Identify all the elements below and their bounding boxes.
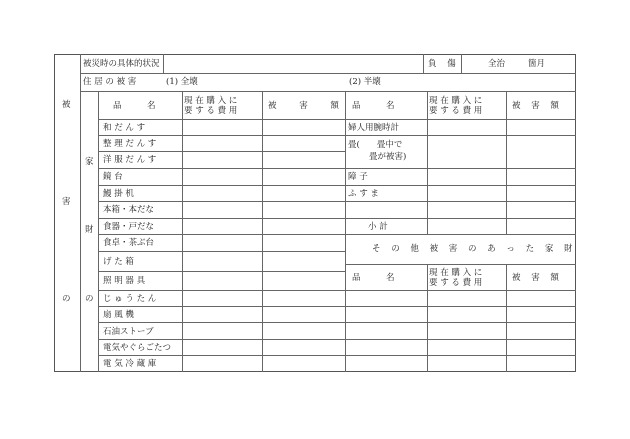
col-header-cost-2: 要 す る 費 用 xyxy=(429,278,483,288)
item-label: 扇 風 機 xyxy=(103,310,134,320)
row-divider xyxy=(98,168,345,169)
row-divider xyxy=(98,234,345,235)
item-label: ふ す ま xyxy=(348,189,379,199)
row-divider xyxy=(345,119,576,120)
item-label: 和 だ ん す xyxy=(103,123,146,133)
column-divider xyxy=(506,264,507,372)
row-divider xyxy=(345,322,576,323)
situation-field[interactable] xyxy=(164,55,422,72)
item-label: げ た 箱 xyxy=(103,257,134,267)
row-divider xyxy=(345,135,576,136)
injury-label: 負 傷 xyxy=(428,59,460,69)
item-label: 畳が被害) xyxy=(369,152,407,162)
item-label: 小 計 xyxy=(368,222,388,232)
row-divider xyxy=(98,322,345,323)
side-label-inner-1: 家 xyxy=(85,157,94,167)
item-label: 電 気 冷 蔵 庫 xyxy=(103,359,157,369)
other-damage-title: そ の 他 被 害 の あ っ た 家 財 xyxy=(372,244,577,254)
item-label: 電気やぐらごたつ xyxy=(103,343,172,353)
item-label: 障 子 xyxy=(348,172,368,182)
option-half-destruction[interactable]: (2) 半壊 xyxy=(349,77,381,87)
item-label: 鏡 台 xyxy=(103,172,123,182)
item-label: 整 理 だ ん す xyxy=(103,139,157,149)
row-divider xyxy=(98,355,345,356)
row-divider xyxy=(98,290,345,291)
column-divider xyxy=(506,91,507,234)
row-divider xyxy=(98,306,345,307)
col-header-cost-1: 現 在 購 入 に xyxy=(429,96,483,106)
item-label: じ ゅ う た ん xyxy=(103,294,157,304)
col-header-item: 品 名 xyxy=(352,273,395,283)
row-divider xyxy=(98,185,345,186)
column-divider xyxy=(98,91,99,372)
row-divider xyxy=(345,290,576,291)
item-label: 鰻 掛 机 xyxy=(103,189,134,199)
row-divider xyxy=(98,271,345,272)
row-divider xyxy=(98,251,345,252)
row-divider xyxy=(345,185,576,186)
row-divider xyxy=(345,201,576,202)
col-header-cost-2: 要 す る 費 用 xyxy=(429,106,483,116)
row-divider xyxy=(345,264,576,265)
item-label: 畳( 畳中で xyxy=(348,140,403,150)
col-header-item: 品 名 xyxy=(352,101,395,111)
item-label: 洋 服 だ ん す xyxy=(103,155,157,165)
row-divider xyxy=(98,151,345,152)
col-header-damage: 被 害 額 xyxy=(268,101,349,111)
row-divider xyxy=(345,218,576,219)
row-divider xyxy=(345,339,576,340)
col-header-cost-1: 現 在 購 入 に xyxy=(184,96,238,106)
side-label-inner-3: の xyxy=(85,294,94,304)
situation-label: 被災時の具体的状況 xyxy=(83,59,160,69)
option-full-destruction[interactable]: (1) 全壊 xyxy=(166,77,198,87)
col-header-damage: 被 害 額 xyxy=(512,273,563,283)
row-divider xyxy=(345,355,576,356)
col-header-damage: 被 害 額 xyxy=(512,101,563,111)
column-divider xyxy=(461,54,462,73)
item-label: 婦人用腕時計 xyxy=(348,123,400,133)
column-divider xyxy=(427,91,428,234)
row-divider xyxy=(98,201,345,202)
side-label-outer-2: 害 xyxy=(62,197,71,207)
column-divider xyxy=(80,54,81,372)
row-divider xyxy=(345,234,576,235)
row-divider xyxy=(98,218,345,219)
column-divider xyxy=(345,91,346,372)
column-divider xyxy=(182,91,183,372)
item-label: 照 明 器 具 xyxy=(103,276,146,286)
item-label: 石油ストーブ xyxy=(103,327,154,337)
row-divider xyxy=(98,135,345,136)
column-divider xyxy=(423,54,424,73)
column-divider xyxy=(427,264,428,372)
item-label: 食器・戸だな xyxy=(103,222,155,232)
col-header-cost-1: 現 在 購 入 に xyxy=(429,268,483,278)
side-label-outer-1: 被 xyxy=(62,100,71,110)
injury-value-label: 全治 xyxy=(488,59,506,69)
row-divider xyxy=(345,168,576,169)
column-divider xyxy=(262,91,263,372)
injury-unit-label: 箇月 xyxy=(528,59,546,69)
col-header-cost-2: 要 す る 費 用 xyxy=(184,106,238,116)
row-divider xyxy=(80,91,576,92)
side-label-outer-3: の xyxy=(62,294,71,304)
row-divider xyxy=(98,339,345,340)
row-divider xyxy=(345,306,576,307)
item-label: 食卓・茶ぶ台 xyxy=(103,238,155,248)
side-label-inner-2: 財 xyxy=(85,225,94,235)
row-divider xyxy=(98,119,345,120)
col-header-item: 品 名 xyxy=(113,101,156,111)
item-label: 本箱・本だな xyxy=(103,205,155,215)
row-divider xyxy=(80,73,576,74)
house-damage-label: 住 居 の 被 害 xyxy=(83,77,137,87)
